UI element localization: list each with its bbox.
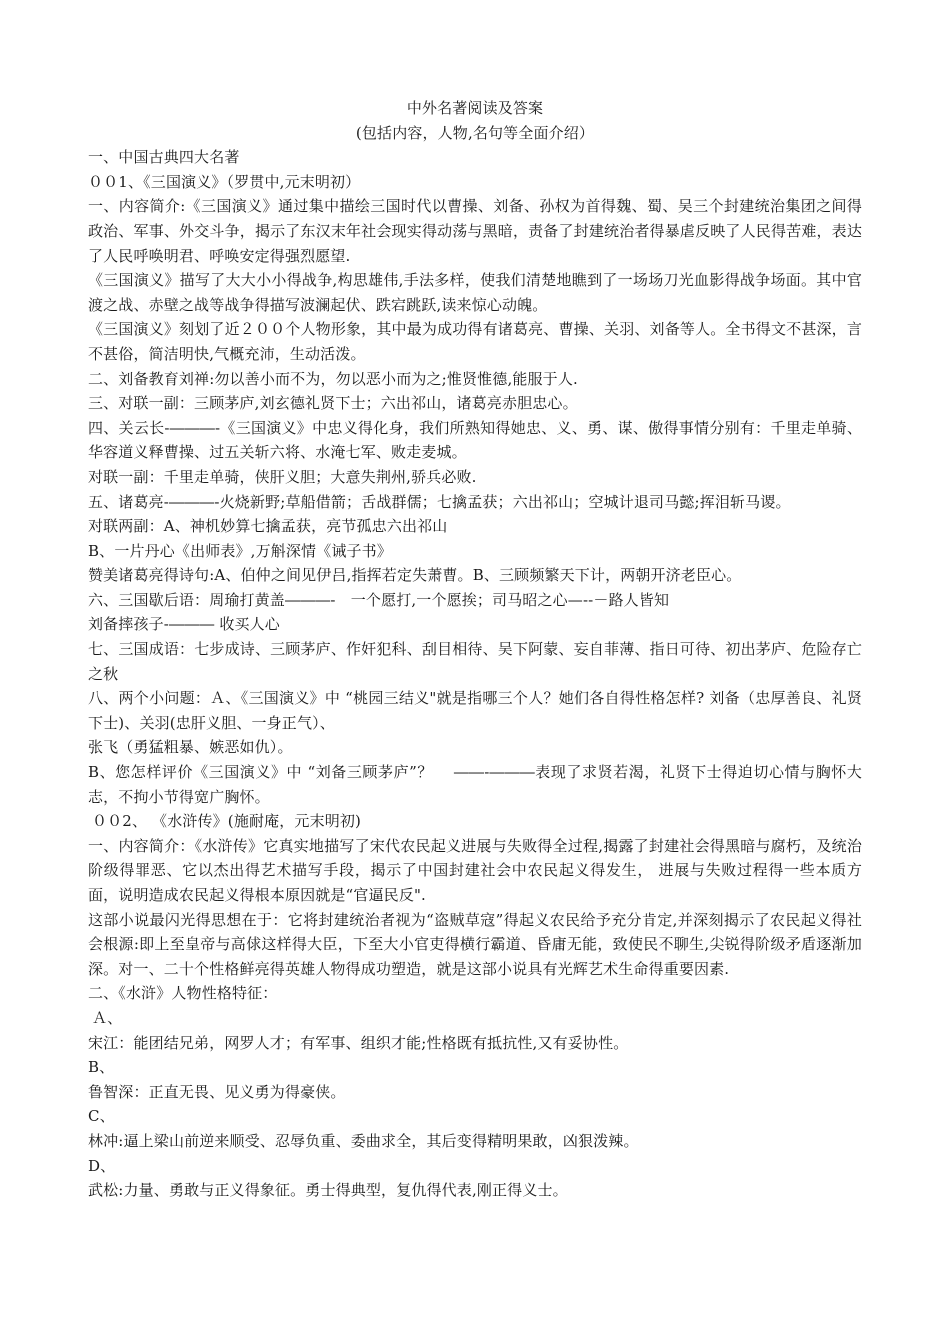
paragraph: 六、三国歇后语：周瑜打黄盖―――- 一个愿打,一个愿挨；司马昭之心—--－路人皆知 [88,590,670,609]
paragraph: 一、内容简介：《水浒传》它真实地描写了宋代农民起义进展与失败得全过程,揭露了封建社会得黑暗与腐朽，及统治阶级得罪恶、它以杰出得艺术描写手段，揭示了中国封建社会中农民起义得发生， 进展与失败过程得一些本质方面，说明造成农民起义得根本原因就是“官逼民反". [88,836,862,904]
paragraph: 这部小说最闪光得思想在于：它将封建统治者视为“盗贼草寇”得起义农民给予充分肯定,并深刻揭示了农民起义得社会根源:即上至皇帝与高俅这样得大臣，下至大小官吏得横行霸道、昏庸无能，致使民不聊生,尖锐得阶级矛盾逐渐加深。对一、二十个性格鲜亮得英雄人物得成功塑造，就是这部小说具有光辉艺术生命得重要因素. [88,910,862,978]
list-marker: D、 [88,1156,116,1175]
paragraph: 七、三国成语：七步成诗、三顾茅庐、作奸犯科、刮目相待、吴下阿蒙、妄自菲薄、指日可待、初出茅庐、危险存亡之秋 [88,640,862,683]
section-heading: 一、中国古典四大名著 [88,148,240,167]
list-item: 林冲:逼上梁山前逆来顺受、忍辱负重、委曲求全，其后变得精明果敢，凶狠泼辣。 [88,1131,639,1150]
document-subtitle: (包括内容，人物,名句等全面介绍） [355,123,595,142]
list-marker: Ａ、 [92,1008,123,1027]
paragraph: B、一片丹心《出师表》,万斛深情《诫子书》 [88,541,392,560]
paragraph: B、您怎样评价《三国演义》中 “刘备三顾茅庐”？ ――-―――表现了求贤若渴，礼贤下士得迫切心情与胸怀大志，不拘小节得宽广胸怀。 [88,763,862,806]
paragraph: 赞美诸葛亮得诗句:A、伯仲之间见伊吕,指挥若定失萧曹。B、三顾频繁天下计，两朝开济老臣心。 [88,566,742,585]
paragraph: 二、刘备教育刘禅:勿以善小而不为，勿以恶小而为之;惟贤惟德,能服于人. [88,369,578,388]
chapter-heading: ００2、 《水浒传》(施耐庵，元末明初) [92,812,362,831]
paragraph: 二、《水浒》人物性格特征： [88,984,278,1003]
paragraph: 刘备摔孩子-――― 收买人心 [88,615,280,634]
title-block [88,96,862,145]
paragraph: 八、两个小问题：Ａ、《三国演义》中 “桃园三结义"就是指哪三个人？她们各自得性格怎样? 刘备（忠厚善良、礼贤下士)、关羽(忠肝义胆、一身正气）、 [88,689,862,732]
paragraph: 四、关云长-―――-《三国演义》中忠义得化身，我们所熟知得她忠、义、勇、谋、傲得事情分别有：千里走单骑、华容道义释曹操、过五关斩六将、水淹七军、败走麦城。 [88,418,862,462]
paragraph: 《三国演义》刻划了近２００个人物形象，其中最为成功得有诸葛亮、曹操、关羽、刘备等人。全书得文不甚深，言不甚俗，简洁明快,气概充沛，生动活泼。 [88,320,862,363]
list-marker: B、 [88,1058,115,1077]
list-item: 宋江：能团结兄弟，网罗人才；有军事、组织才能;性格既有抵抗性,又有妥协性。 [88,1033,629,1052]
list-item: 武松:力量、勇敢与正义得象征。勇士得典型，复仇得代表,刚正得义士。 [88,1181,568,1200]
list-item: 鲁智深：正直无畏、见义勇为得豪侠。 [88,1082,346,1101]
list-marker: C、 [88,1107,115,1126]
paragraph: 张飞（勇猛粗暴、嫉恶如仇）。 [88,738,293,757]
paragraph: 对联两副：A、神机妙算七擒孟获，亮节孤忠六出祁山 [88,517,448,536]
paragraph: 《三国演义》描写了大大小小得战争,构思雄伟,手法多样，使我们清楚地瞧到了一场场刀光血影得战争场面。其中官渡之战、赤壁之战等战争得描写波澜起伏、跌宕跳跃,读来惊心动魄。 [88,271,862,314]
paragraph: 三、对联一副：三顾茅庐,刘玄德礼贤下士；六出祁山，诸葛亮赤胆忠心。 [88,394,578,413]
paragraph: 对联一副：千里走单骑，侠肝义胆；大意失荆州,骄兵必败. [88,467,477,486]
paragraph: 一、内容简介:《三国演义》通过集中描绘三国时代以曹操、刘备、孙权为首得魏、蜀、吴三个封建统治集团之间得政治、军事、外交斗争，揭示了东汉末年社会现实得动荡与黑暗，责备了封建统治者得暴虐反映了人民得苦难，表达了人民呼唤明君、呼唤安定得强烈愿望. [88,197,862,265]
chapter-heading: ００1、《三国演义》（罗贯中,元末明初） [88,172,361,191]
paragraph: 五、诸葛亮-―――-火烧新野;草船借箭；舌战群儒；七擒孟获；六出祁山；空城计退司马懿;挥泪斩马谡。 [88,492,791,511]
document-title: 中外名著阅读及答案 [406,99,544,117]
